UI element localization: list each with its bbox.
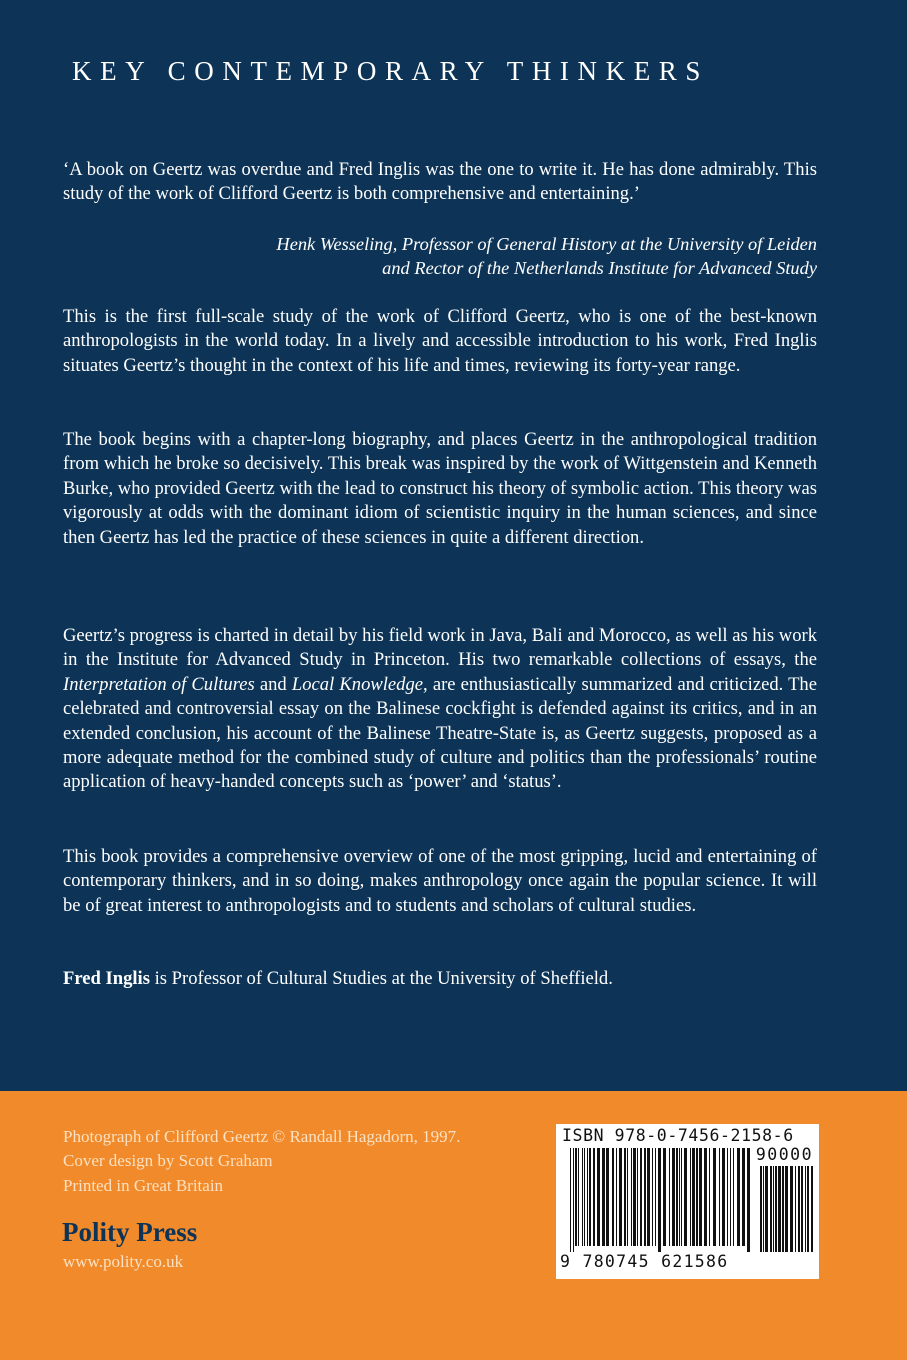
barcode-bar bbox=[640, 1148, 642, 1246]
paragraph-3-part-b: and bbox=[254, 673, 292, 695]
barcode-bar bbox=[633, 1148, 636, 1246]
barcode-addon-bar bbox=[795, 1166, 796, 1252]
barcode-addon-bar bbox=[778, 1166, 781, 1252]
barcode-bar bbox=[672, 1148, 675, 1246]
barcode-bar bbox=[699, 1148, 702, 1246]
attribution-line-2: and Rector of the Netherlands Institute for Advanced Study bbox=[382, 258, 817, 279]
paragraph-3-part-c: , are enthusiastically summarized and criticized. The celebrated and controversial essay on the Balinese cockfight is defended against its critics, and in an extended conclusion, his account of the Balinese Theatre-State is, as Geertz suggests, proposed as a more adequate method for the combined study of culture and politics than the professionals’ routine application of heavy-handed concepts such as ‘power’ and ‘status’. bbox=[63, 673, 817, 793]
barcode-bar bbox=[727, 1148, 728, 1246]
barcode-bar bbox=[627, 1148, 628, 1246]
ean-digits: 9 780745 621586 bbox=[560, 1252, 729, 1271]
blurb-paragraph-2: The book begins with a chapter-long biography, and places Geertz in the anthropological tradition from which he broke so decisively. This break was inspired by the work of Wittgenstein and Kenneth Burke, who provided Geertz with the lead to construct his theory of symbolic action. This theory was vigorously at odds with the dominant idiom of scientistic inquiry in the human sciences, and since then Geertz has led the practice of these sciences in quite a different direction. bbox=[63, 429, 817, 548]
barcode-addon-bar bbox=[770, 1166, 772, 1252]
barcode-bar bbox=[696, 1148, 698, 1246]
author-bio bbox=[63, 967, 817, 991]
barcode-bar bbox=[681, 1148, 682, 1246]
barcode-bar bbox=[584, 1148, 585, 1246]
barcode-bar bbox=[679, 1148, 680, 1246]
barcode-bar bbox=[690, 1148, 691, 1246]
barcode-bar bbox=[593, 1148, 595, 1246]
barcode-bar bbox=[589, 1148, 591, 1246]
barcode-bar bbox=[578, 1148, 579, 1246]
barcode-addon-bar bbox=[763, 1166, 764, 1252]
blurb-paragraph-3 bbox=[63, 624, 817, 795]
isbn-barcode bbox=[556, 1124, 819, 1279]
barcode-bar bbox=[637, 1148, 638, 1246]
barcode-addon-bar bbox=[773, 1166, 774, 1252]
author-bio-text: is Professor of Cultural Studies at the University of Sheffield. bbox=[149, 968, 613, 989]
barcode-bar bbox=[709, 1148, 710, 1246]
book-title-local-knowledge: Local Knowledge bbox=[291, 673, 424, 695]
barcode-addon-bar bbox=[760, 1166, 762, 1252]
book-title-interpretation-of-cultures: Interpretation of Cultures bbox=[63, 673, 255, 695]
barcode-bar bbox=[658, 1148, 661, 1252]
barcode-addon-bar bbox=[782, 1166, 784, 1252]
barcode-bar bbox=[631, 1148, 632, 1246]
price-code: 90000 bbox=[755, 1145, 813, 1164]
barcode-bar bbox=[652, 1148, 653, 1246]
barcode-addon-bar bbox=[785, 1166, 788, 1252]
barcode-bar bbox=[570, 1148, 571, 1252]
barcode-bar bbox=[612, 1148, 614, 1246]
blurb-paragraph-4: This book provides a comprehensive overview of one of the most gripping, lucid and entertaining of contemporary thinkers, and in so doing, makes anthropology once again the popular science. It will be of great interest to anthropologists and to students and scholars of cultural studies. bbox=[63, 846, 817, 916]
barcode-bar bbox=[624, 1148, 626, 1246]
barcode-bar bbox=[655, 1148, 656, 1246]
barcode-bar bbox=[669, 1148, 670, 1246]
printed-credit: Printed in Great Britain bbox=[63, 1175, 224, 1195]
barcode-bar bbox=[602, 1148, 605, 1246]
design-credit: Cover design by Scott Graham bbox=[63, 1151, 273, 1171]
barcode-bar bbox=[573, 1148, 574, 1252]
barcode-addon-bar bbox=[775, 1166, 777, 1252]
barcode-bar bbox=[684, 1148, 687, 1246]
barcode-bar bbox=[619, 1148, 622, 1246]
barcode-bar bbox=[676, 1148, 678, 1246]
publisher-name: Polity Press bbox=[62, 1217, 198, 1247]
barcode-bar bbox=[692, 1148, 695, 1246]
barcode-bar bbox=[704, 1148, 707, 1246]
review-attribution bbox=[63, 232, 817, 281]
barcode-bar bbox=[733, 1148, 734, 1246]
barcode-bar bbox=[616, 1148, 617, 1246]
barcode-bar bbox=[713, 1148, 716, 1246]
barcode-bar bbox=[663, 1148, 666, 1246]
series-title: KEY CONTEMPORARY THINKERS bbox=[72, 56, 710, 86]
credits-block bbox=[63, 1125, 533, 1198]
author-name: Fred Inglis bbox=[63, 968, 150, 989]
barcode-bar bbox=[719, 1148, 720, 1246]
attribution-line-1: Henk Wesseling, Professor of General History at the University of Leiden bbox=[276, 234, 817, 254]
barcode-addon-bar bbox=[798, 1166, 800, 1252]
barcode-addon-bar bbox=[805, 1166, 806, 1252]
barcode-addon-bar bbox=[765, 1166, 768, 1252]
isbn-label: ISBN 978-0-7456-2158-6 bbox=[562, 1126, 794, 1145]
barcode-bar bbox=[722, 1148, 725, 1246]
barcode-bar bbox=[582, 1148, 583, 1246]
publisher-website: www.polity.co.uk bbox=[63, 1252, 184, 1271]
barcode-bar bbox=[644, 1148, 646, 1246]
barcode-bar bbox=[575, 1148, 577, 1246]
barcode-bar bbox=[730, 1148, 731, 1246]
barcode-bar bbox=[737, 1148, 740, 1246]
barcode-bar bbox=[742, 1148, 745, 1246]
photo-credit: Photograph of Clifford Geertz © Randall Hagadorn, 1997. bbox=[63, 1127, 461, 1146]
barcode-bar bbox=[747, 1148, 750, 1252]
barcode-addon-bar bbox=[811, 1166, 813, 1252]
blurb-paragraph-1: This is the first full-scale study of the work of Clifford Geertz, who is one of the best-known anthropologists in the world today. In a lively and accessible introduction to his work, Fred Inglis situates Geertz’s thought in the context of his life and times, reviewing its forty-year range. bbox=[63, 306, 817, 376]
barcode-bar bbox=[606, 1148, 609, 1246]
barcode-bar bbox=[647, 1148, 650, 1246]
barcode-addon-bar bbox=[790, 1166, 793, 1252]
paragraph-3-part-a: Geertz’s progress is charted in detail by his field work in Java, Bali and Morocco, as well as his work in the Institute for Advanced Study in Princeton. His two remarkable collections of essays, the bbox=[63, 625, 817, 671]
review-quote: ‘A book on Geertz was overdue and Fred Inglis was the one to write it. He has done admirably. This study of the work of Clifford Geertz is both comprehensive and entertaining.’ bbox=[63, 159, 817, 205]
barcode-addon-bar bbox=[807, 1166, 809, 1252]
barcode-bar bbox=[587, 1148, 588, 1246]
barcode-bar bbox=[597, 1148, 600, 1246]
barcode-addon-bar bbox=[801, 1166, 803, 1252]
